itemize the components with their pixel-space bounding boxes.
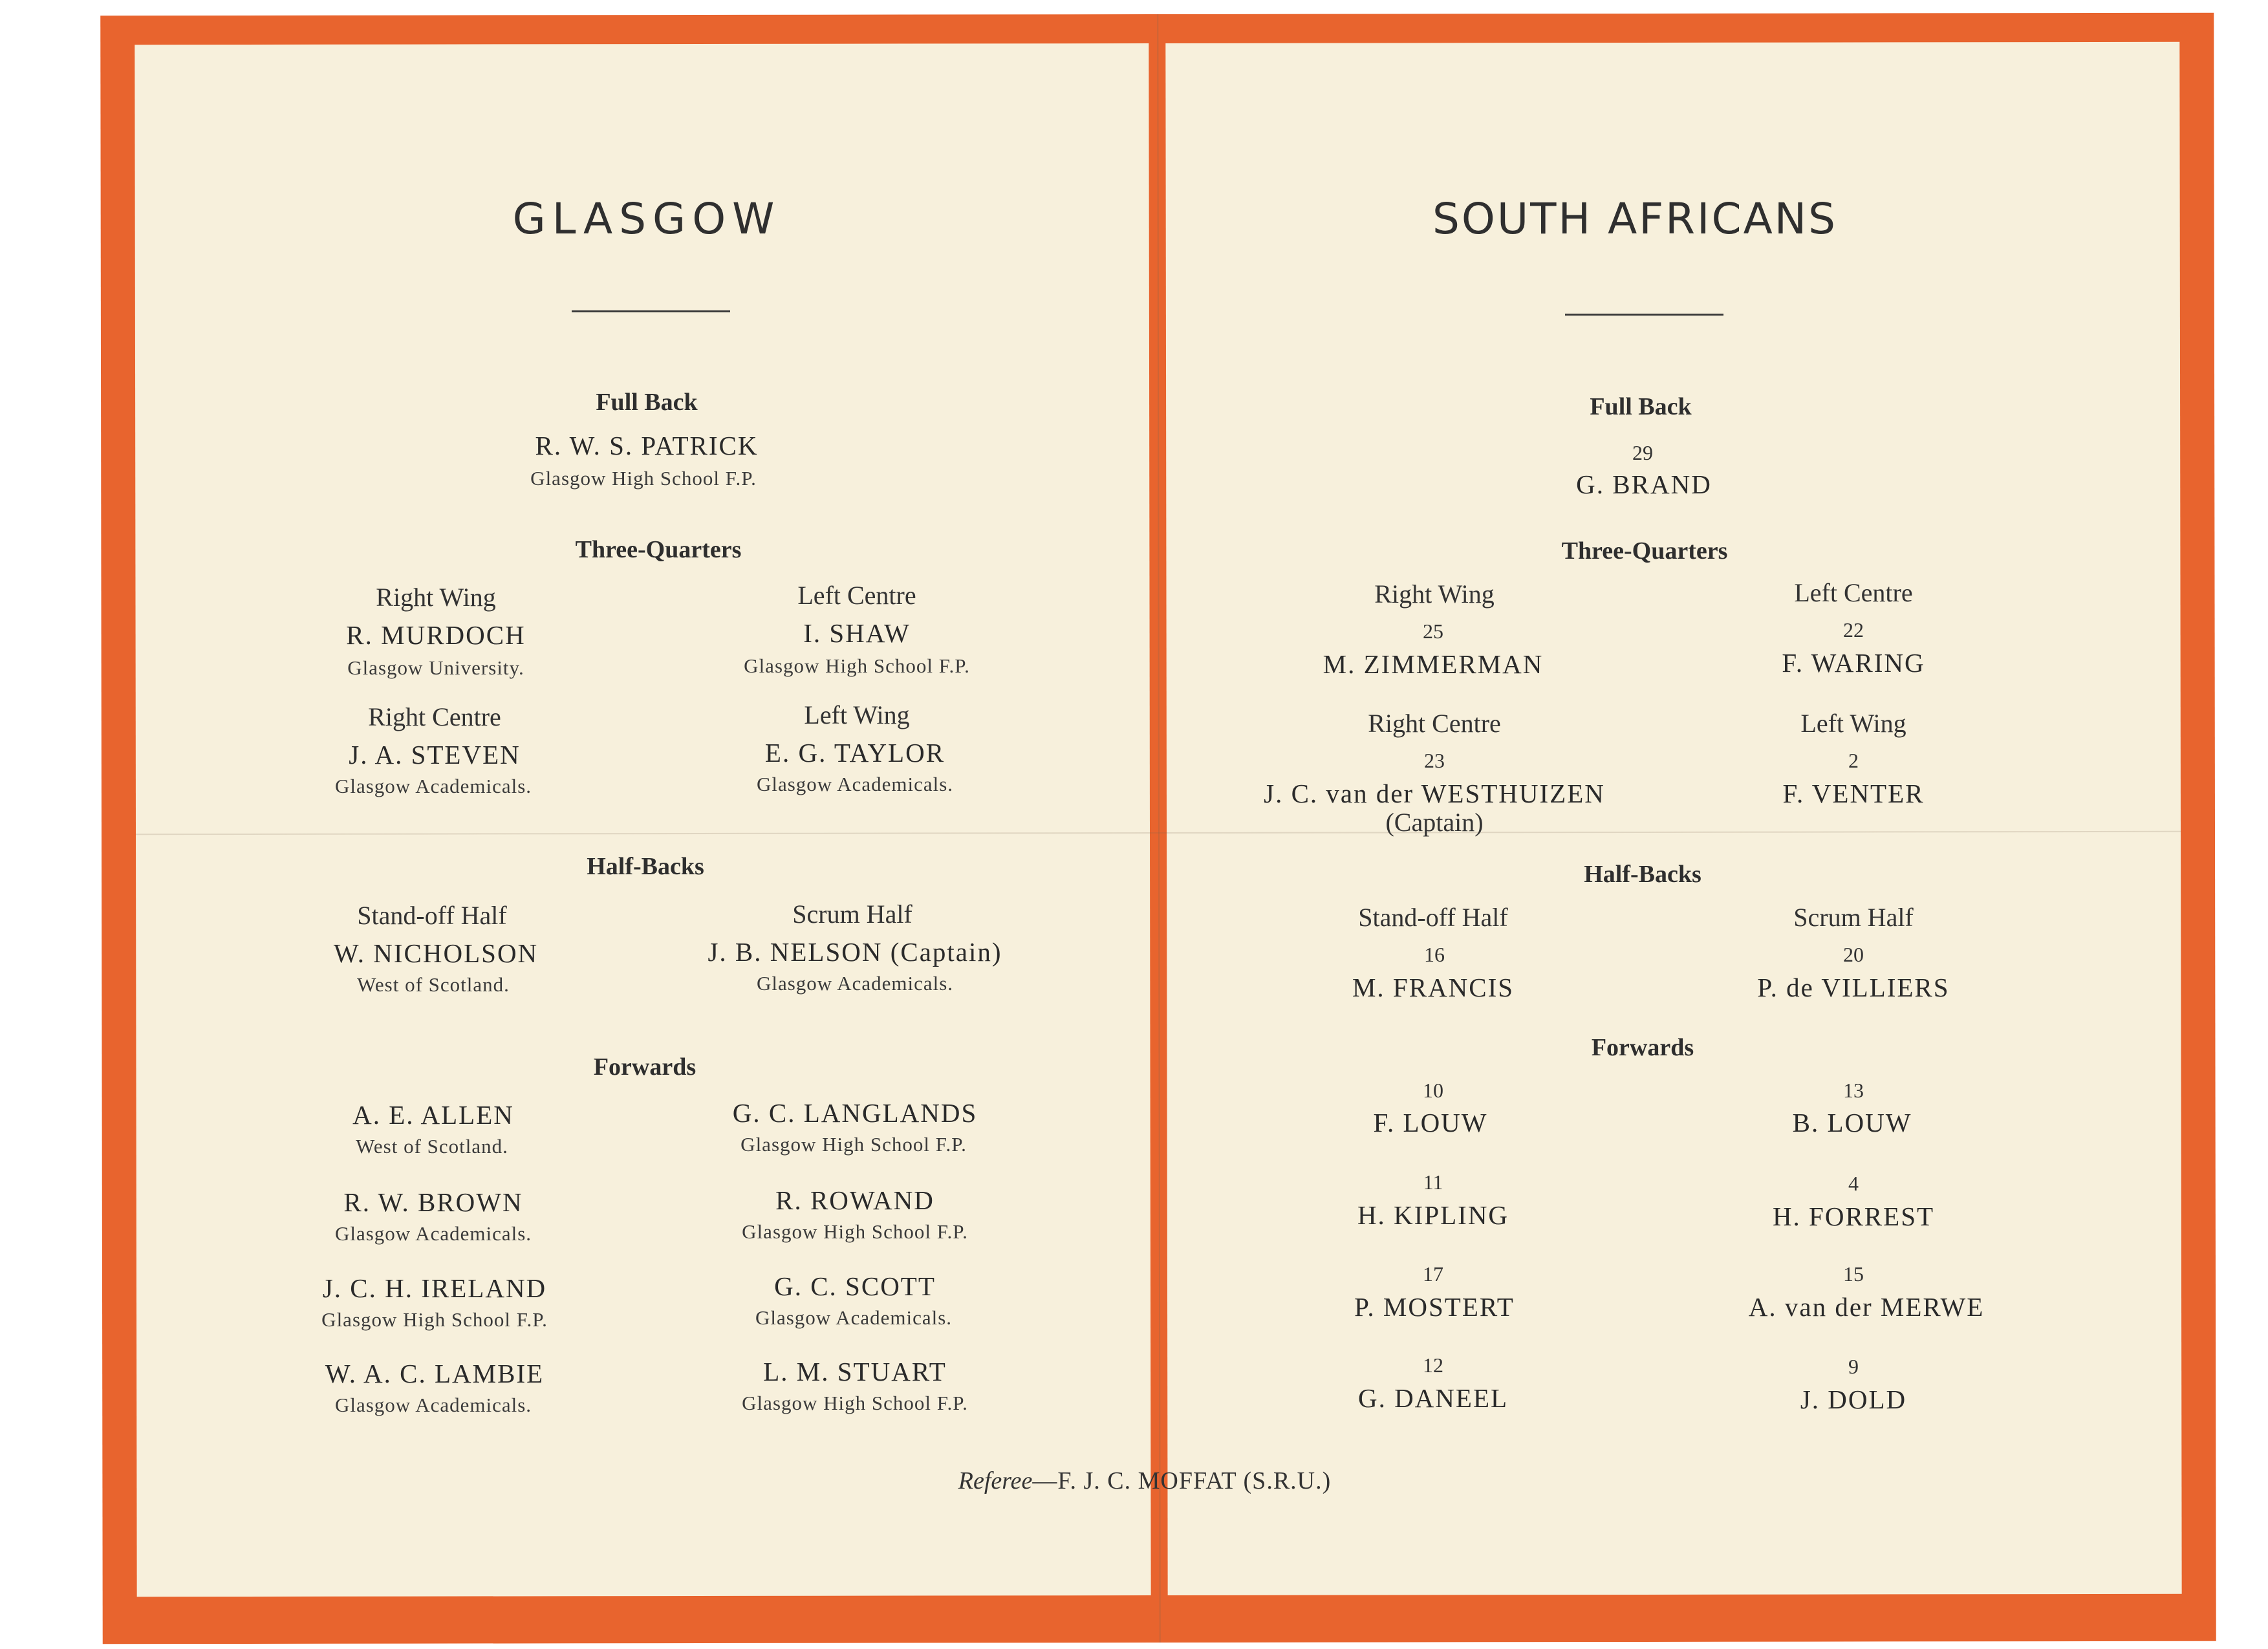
sa-forward-5-name: P. MOSTERT bbox=[1354, 1292, 1515, 1322]
sa-forward-1-number: 10 bbox=[1423, 1079, 1443, 1102]
glasgow-forward-3-club: Glasgow Academicals. bbox=[334, 1222, 532, 1245]
sa-stand-off-position: Stand-off Half bbox=[1358, 903, 1508, 932]
glasgow-forward-4-name: R. ROWAND bbox=[775, 1185, 934, 1215]
glasgow-left-centre-club: Glasgow High School F.P. bbox=[744, 654, 970, 677]
glasgow-left-centre-name: I. SHAW bbox=[803, 618, 911, 648]
sa-right-wing-number: 25 bbox=[1423, 620, 1443, 643]
glasgow-forward-7-name: W. A. C. LAMBIE bbox=[325, 1359, 545, 1388]
referee-label: Referee bbox=[958, 1467, 1033, 1494]
sa-forward-8-number: 9 bbox=[1848, 1355, 1859, 1378]
glasgow-forward-8-club: Glasgow High School F.P. bbox=[742, 1392, 968, 1414]
sa-right-centre-name: J. C. van der WESTHUIZEN bbox=[1264, 779, 1605, 808]
glasgow-right-centre-position: Right Centre bbox=[368, 702, 501, 731]
glasgow-forwards-header: Forwards bbox=[593, 1053, 697, 1081]
glasgow-forward-3-name: R. W. BROWN bbox=[343, 1187, 523, 1217]
sa-forwards-header: Forwards bbox=[1591, 1034, 1694, 1061]
glasgow-full-back-header: Full Back bbox=[596, 389, 698, 416]
glasgow-forward-2-name: G. C. LANGLANDS bbox=[732, 1098, 978, 1128]
vertical-fold bbox=[1157, 14, 1161, 1643]
sa-forward-1-name: F. LOUW bbox=[1373, 1108, 1488, 1137]
glasgow-left-wing-club: Glasgow Academicals. bbox=[756, 773, 954, 795]
referee-name: —F. J. C. MOFFAT (S.R.U.) bbox=[1032, 1467, 1332, 1494]
glasgow-forward-6-club: Glasgow Academicals. bbox=[755, 1306, 953, 1329]
sa-forward-6-number: 15 bbox=[1843, 1262, 1864, 1286]
glasgow-stand-off-club: West of Scotland. bbox=[357, 973, 510, 996]
glasgow-forward-2-club: Glasgow High School F.P. bbox=[740, 1133, 967, 1156]
glasgow-right-wing-club: Glasgow University. bbox=[347, 656, 524, 679]
glasgow-title-rule bbox=[572, 310, 730, 312]
glasgow-full-back-name: R. W. S. PATRICK bbox=[535, 431, 759, 460]
sa-full-back-name: G. BRAND bbox=[1576, 469, 1712, 499]
sa-captain-note: (Captain) bbox=[1385, 808, 1484, 837]
glasgow-scrum-half-name: J. B. NELSON (Captain) bbox=[707, 937, 1002, 967]
sa-stand-off-name: M. FRANCIS bbox=[1352, 973, 1515, 1002]
sa-forward-7-name: G. DANEEL bbox=[1357, 1383, 1509, 1413]
glasgow-forward-1-club: West of Scotland. bbox=[356, 1135, 508, 1158]
sa-left-wing-position: Left Wing bbox=[1800, 709, 1906, 738]
sa-left-centre-position: Left Centre bbox=[1794, 578, 1913, 607]
glasgow-right-wing-position: Right Wing bbox=[376, 583, 496, 612]
sa-forward-4-name: H. FORREST bbox=[1772, 1202, 1935, 1231]
glasgow-title: GLASGOW bbox=[512, 194, 781, 244]
sa-right-centre-number: 23 bbox=[1424, 749, 1445, 772]
glasgow-stand-off-name: W. NICHOLSON bbox=[333, 938, 539, 968]
sa-forward-3-number: 11 bbox=[1423, 1170, 1443, 1194]
south-africans-title-rule bbox=[1565, 314, 1723, 316]
sa-forward-4-number: 4 bbox=[1848, 1172, 1859, 1195]
referee-line bbox=[958, 1467, 1332, 1495]
sa-right-wing-name: M. ZIMMERMAN bbox=[1323, 649, 1544, 679]
sa-forward-7-number: 12 bbox=[1423, 1353, 1443, 1377]
sa-left-centre-number: 22 bbox=[1843, 618, 1864, 641]
glasgow-stand-off-position: Stand-off Half bbox=[357, 901, 507, 930]
south-africans-title: SOUTH AFRICANS bbox=[1432, 194, 1838, 244]
glasgow-left-wing-name: E. G. TAYLOR bbox=[764, 738, 945, 768]
sa-scrum-half-position: Scrum Half bbox=[1793, 903, 1914, 932]
glasgow-scrum-half-club: Glasgow Academicals. bbox=[756, 972, 954, 995]
glasgow-forward-7-club: Glasgow Academicals. bbox=[334, 1394, 532, 1416]
glasgow-forward-5-club: Glasgow High School F.P. bbox=[321, 1308, 548, 1331]
sa-forward-5-number: 17 bbox=[1423, 1262, 1443, 1286]
sa-full-back-number: 29 bbox=[1632, 441, 1653, 464]
glasgow-forward-1-name: A. E. ALLEN bbox=[352, 1100, 514, 1130]
sa-scrum-half-number: 20 bbox=[1843, 943, 1864, 966]
glasgow-left-wing-position: Left Wing bbox=[804, 700, 910, 729]
glasgow-right-centre-name: J. A. STEVEN bbox=[349, 740, 521, 770]
glasgow-forward-5-name: J. C. H. IRELAND bbox=[322, 1273, 547, 1303]
glasgow-forward-4-club: Glasgow High School F.P. bbox=[742, 1220, 968, 1243]
sa-scrum-half-name: P. de VILLIERS bbox=[1757, 973, 1950, 1002]
sa-forward-2-name: B. LOUW bbox=[1792, 1108, 1912, 1137]
glasgow-right-centre-club: Glasgow Academicals. bbox=[334, 775, 532, 797]
glasgow-panel bbox=[135, 43, 1150, 1597]
sa-three-quarters-header: Three-Quarters bbox=[1561, 537, 1728, 565]
sa-right-wing-position: Right Wing bbox=[1374, 579, 1495, 609]
glasgow-full-back-club: Glasgow High School F.P. bbox=[530, 467, 757, 490]
south-africans-panel bbox=[1165, 42, 2181, 1595]
sa-forward-6-name: A. van der MERWE bbox=[1748, 1292, 1985, 1322]
glasgow-right-wing-name: R. MURDOCH bbox=[346, 620, 526, 650]
sa-forward-3-name: H. KIPLING bbox=[1357, 1200, 1509, 1230]
sa-left-wing-number: 2 bbox=[1848, 749, 1859, 772]
glasgow-left-centre-position: Left Centre bbox=[797, 581, 916, 610]
glasgow-forward-8-name: L. M. STUART bbox=[763, 1357, 947, 1386]
sa-stand-off-number: 16 bbox=[1424, 943, 1445, 966]
sa-forward-2-number: 13 bbox=[1843, 1079, 1864, 1102]
sa-full-back-header: Full Back bbox=[1590, 393, 1692, 420]
sa-half-backs-header: Half-Backs bbox=[1584, 861, 1701, 888]
sa-left-centre-name: F. WARING bbox=[1782, 648, 1925, 678]
glasgow-forward-6-name: G. C. SCOTT bbox=[774, 1271, 936, 1301]
glasgow-three-quarters-header: Three-Quarters bbox=[575, 536, 742, 563]
sa-forward-8-name: J. DOLD bbox=[1800, 1385, 1907, 1414]
sa-right-centre-position: Right Centre bbox=[1368, 709, 1501, 738]
sa-left-wing-name: F. VENTER bbox=[1782, 779, 1925, 808]
glasgow-half-backs-header: Half-Backs bbox=[587, 853, 704, 880]
glasgow-scrum-half-position: Scrum Half bbox=[792, 900, 913, 929]
